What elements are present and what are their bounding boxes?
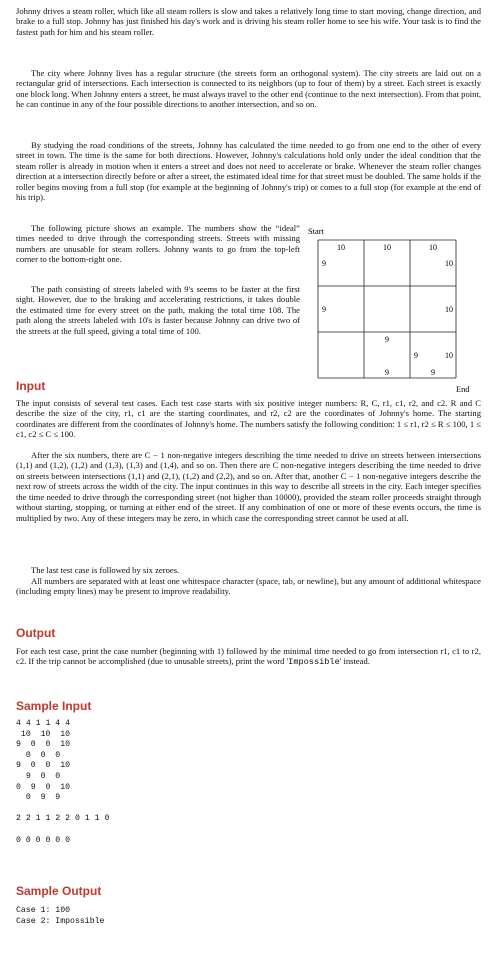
end-label: End [456, 385, 470, 394]
timing-paragraph: By studying the road conditions of the streets, Johnny has calculated the time needed to go from one end to the other of every street in town. The time is the same for both directions. However, Johnny's calculations hold only under the ideal condition that the steam roller is already in motion when it enters a street and does not need to accelerate or brake. Whenever the steam roller changes direction at a intersection directly before or after a street, the estimated ideal time for that street must be doubled. The same holds if the roller begins moving from a full stop (for example at the beginning of Johnny's trip) or comes to a full stop (for example at the end of his trip). [16, 140, 481, 203]
street-time-label: 10 [383, 243, 391, 252]
street-time-label: 9 [322, 305, 326, 314]
street-time-label: 10 [429, 243, 437, 252]
sample-output-block: Case 1: 100 Case 2: Impossible [16, 906, 105, 926]
start-label: Start [308, 227, 324, 236]
example-paragraph: The following picture shows an example. The numbers show the “ideal” times needed to drive through the corresponding streets. Streets with missing numbers are unusable for steam rollers. Johnny wants to go from the top-left corner to the bottom-right one. [16, 223, 300, 265]
input-paragraph-3: The last test case is followed by six zeroes. [31, 565, 180, 575]
street-time-label: 9 [322, 259, 326, 268]
sample-input-block: 4 4 1 1 4 4 10 10 10 9 0 0 10 0 0 0 9 0 0 10 9 0 0 0 9 0 10 0 9 9 2 2 1 1 2 2 0 1 1 0 0 0 0 0 0 0 [16, 719, 110, 845]
input-paragraph-2: After the six numbers, there are C − 1 non-negative integers describing the time needed to drive on streets between intersections (1,1) and (1,2), (1,2) and (1,3), (1,3) and (1,4), and so on. Then there are C non-negative integers describing the time needed to drive on streets between intersections (1,1) and (2,1), (1,2) and (2,2), and so on. After that, another C − 1 non-negative integers describe the next row of streets across the width of the city. The input continues in this way to describe all streets in the city. Each integer specifies the time needed to drive through the corresponding street (not higher than 10000), provided the steam roller proceeds straight through without starting, stopping, or turning at either end of the street. If any combination of one or more of these events occurs, the time is multiplied by two. Any of these integers may be zero, in which case the corresponding street cannot be used at all. [16, 450, 481, 523]
city-paragraph: The city where Johnny lives has a regular structure (the streets form an orthogonal system). The city streets are laid out on a rectangular grid of intersections. Each intersection is connected to its neighbors (up to four of them) by a street. Each street is exactly one block long. When Johnny enters a street, he must always travel to the other end (continue to the next intersection). From that point, he can continue in any of the four possible directions to another intersection, and so on. [16, 68, 481, 110]
output-paragraph [16, 646, 481, 668]
impossible-word: Impossible [288, 657, 340, 668]
street-lines [318, 240, 456, 378]
input-heading: Input [16, 379, 46, 393]
street-time-label: 9 [431, 368, 435, 377]
street-time-label: 9 [385, 368, 389, 377]
path-paragraph: The path consisting of streets labeled with 9's seems to be faster at the first sight. However, due to the braking and accelerating restrictions, it takes double the estimated time for every street on the path, making the total time 108. The path along the streets labeled with 10's is faster because Johnny can drive two of the streets at the full speed, giving a total time of 100. [16, 284, 300, 336]
street-time-label: 10 [337, 243, 345, 252]
street-grid-figure [300, 224, 480, 394]
output-text-a: For each test case, print the case number (beginning with 1) followed by the minimal time needed to go from intersection r1, c1 to r2, c2. If the trip cannot be accomplished (due to unusable streets), print the word ' [16, 646, 481, 667]
output-text-b: ' instead. [339, 656, 370, 667]
street-time-label: 10 [445, 351, 453, 360]
street-time-label: 10 [445, 305, 453, 314]
input-paragraph-4: All numbers are separated with at least one whitespace character (space, tab, or newline), but any amount of additional whitespace (including empty lines) may be present to improve readability. [16, 576, 481, 597]
street-time-label: 9 [414, 351, 418, 360]
street-time-labels [322, 243, 453, 377]
street-time-label: 10 [445, 259, 453, 268]
intro-paragraph: Johnny drives a steam roller, which like all steam rollers is slow and takes a relatively long time to start moving, change direction, and brake to a full stop. Johnny has just finished his day's work and is driving his steam roller home to see his wife. Your task is to find the fastest path for him and his steam roller. [16, 6, 481, 37]
sample-output-heading: Sample Output [16, 884, 102, 898]
sample-input-heading: Sample Input [16, 699, 92, 713]
input-paragraph-1: The input consists of several test cases. Each test case starts with six positive integer numbers: R, C, r1, c1, r2, and c2. R and C describe the size of the city, r1, c1 are the starting coordinates, and r2, c2 are the coordinates of Johnny's home. The starting coordinates are different from the coordinates of Johnny's home. The numbers satisfy the following condition: 1 ≤ r1, r2 ≤ R ≤ 100, 1 ≤ c1, c2 ≤ C ≤ 100. [16, 398, 481, 440]
output-heading: Output [16, 626, 56, 640]
street-time-label: 9 [385, 335, 389, 344]
